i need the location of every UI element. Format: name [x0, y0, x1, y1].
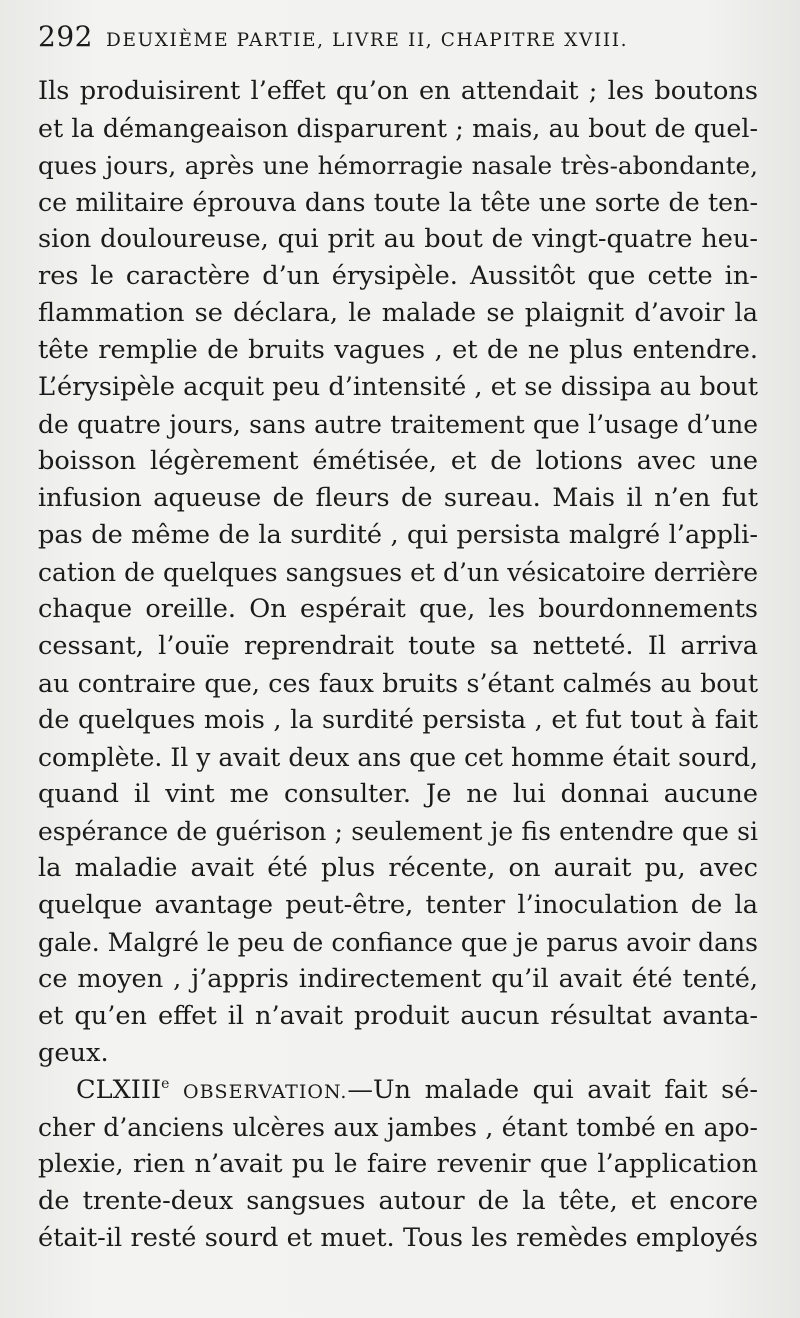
text-line: et la démangeaison disparurent ; mais, au bout de quel- [38, 114, 758, 143]
text-line: et qu’en effet il n’avait produit aucun résultat avanta- [38, 1001, 758, 1031]
observation-heading-line [38, 1072, 758, 1109]
text-line: espérance de guérison ; seulement je fis entendre que si [38, 817, 758, 846]
text-line: au contraire que, ces faux bruits s’étant calmés au bout [38, 669, 758, 698]
text-line: ce militaire éprouva dans toute la tête une sorte de ten- [38, 188, 758, 217]
text-line: ques jours, après une hémorragie nasale très-abondante, [38, 151, 758, 180]
text-line: boisson légèrement émétisée, et de lotions avec une [38, 446, 758, 476]
text-line: cher d’anciens ulcères aux jambes , étant tombé en apo- [38, 1113, 758, 1142]
text-line: tête remplie de bruits vagues , et de ne plus entendre. [38, 335, 758, 365]
text-line: complète. Il y avait deux ans que cet homme était sourd, [38, 743, 758, 772]
text-line: de trente-deux sangsues autour de la tête, et encore [38, 1186, 758, 1216]
text-line: plexie, rien n’avait pu le faire revenir que l’application [38, 1149, 758, 1179]
running-head: DEUXIÈME PARTIE, LIVRE II, CHAPITRE XVIII. [106, 30, 629, 51]
text-line: était-il resté sourd et muet. Tous les remèdes employés [38, 1223, 758, 1253]
observation-label: OBSERVATION. [183, 1081, 348, 1103]
text-line: geux. [38, 1038, 109, 1068]
text-line: quand il vint me consulter. Je ne lui donnai aucune [38, 779, 758, 809]
text-line: Ils produisirent l’effet qu’on en attendait ; les boutons [38, 76, 758, 106]
body-text [38, 73, 758, 1257]
text-line: infusion aqueuse de fleurs de sureau. Mais il n’en fut [38, 483, 758, 513]
text-line: pas de même de la surdité , qui persista malgré l’appli- [38, 520, 758, 550]
page-header [38, 20, 758, 60]
text-line: gale. Malgré le peu de confiance que je parus avoir dans [38, 928, 758, 957]
text-line: sion douloureuse, qui prit au bout de vingt-quatre heu- [38, 224, 758, 254]
observation-superscript: e [161, 1076, 170, 1092]
page-number: 292 [38, 20, 93, 53]
text-line: ce moyen , j’appris indirectement qu’il avait été tenté, [38, 964, 758, 994]
text-line: quelque avantage peut-être, tenter l’inoculation de la [38, 890, 758, 920]
observation-first-line-text: —Un malade qui avait fait sé- [347, 1075, 758, 1105]
text-line: chaque oreille. On espérait que, les bourdonnements [38, 594, 758, 624]
text-line: cessant, l’ouïe reprendrait toute sa netteté. Il arriva [38, 631, 758, 661]
text-line: res le caractère d’un érysipèle. Aussitôt que cette in- [38, 261, 758, 291]
text-line: de quatre jours, sans autre traitement que l’usage d’une [38, 410, 758, 439]
text-line: flammation se déclara, le malade se plaignit d’avoir la [38, 298, 758, 328]
text-line: de quelques mois , la surdité persista , et fut tout à fait [38, 705, 758, 735]
text-line: la maladie avait été plus récente, on aurait pu, avec [38, 853, 758, 883]
text-line: L’érysipèle acquit peu d’intensité , et se dissipa au bout [38, 372, 758, 402]
observation-number: CLXIII [76, 1075, 162, 1105]
text-line: cation de quelques sangsues et d’un vésicatoire derrière [38, 558, 758, 587]
